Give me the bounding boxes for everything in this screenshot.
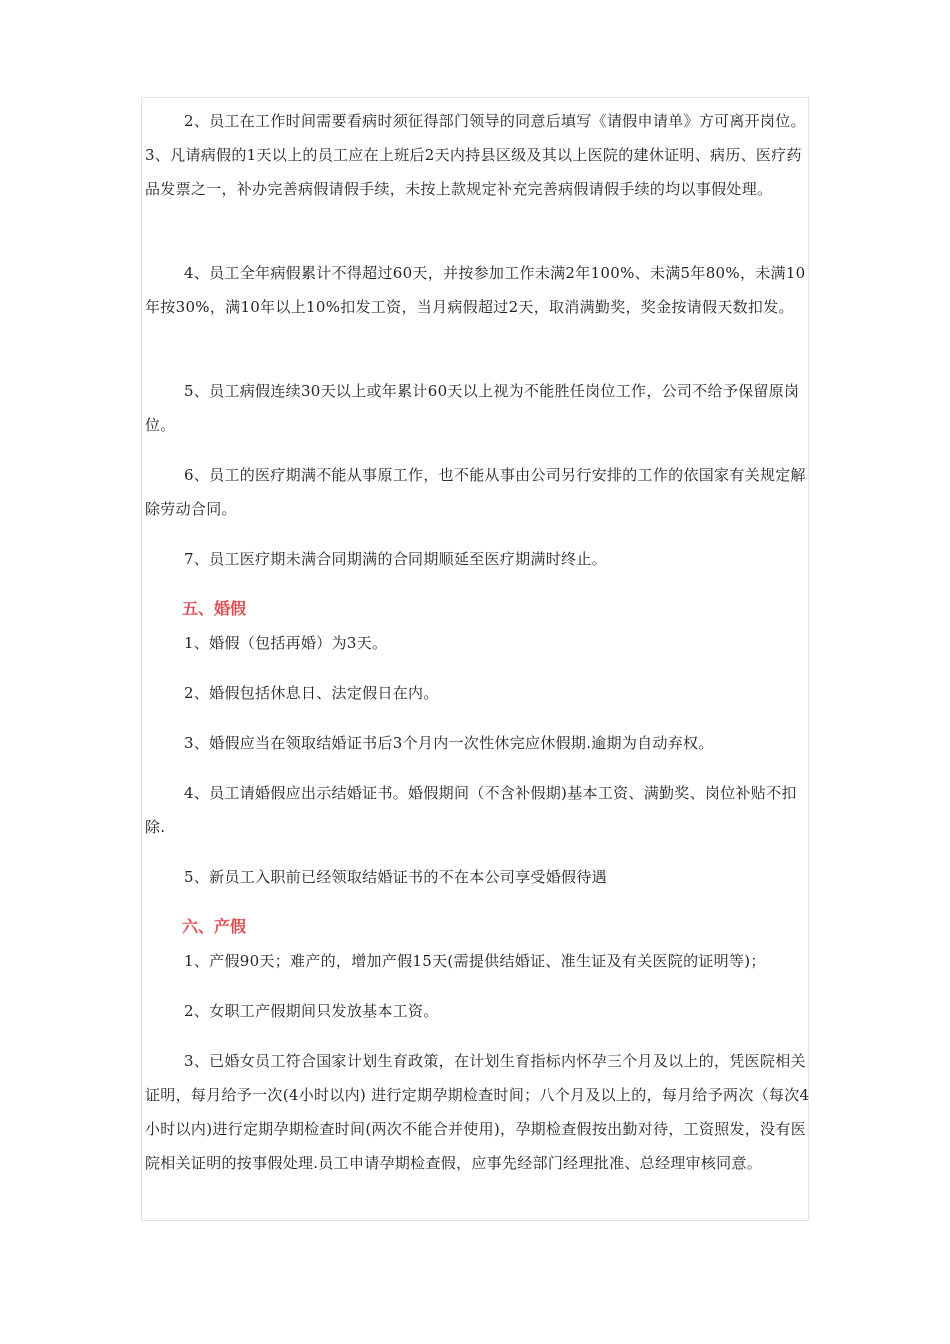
section-heading-maternity-leave: 六、产假	[182, 917, 247, 936]
paragraph-sick-leave-7: 7、员工医疗期未满合同期满的合同期顺延至医疗期满时终止。	[184, 550, 607, 568]
marriage-leave-item-3: 3、婚假应当在领取结婚证书后3个月内一次性休完应休假期.逾期为自动弃权。	[184, 734, 714, 752]
maternity-leave-item-2: 2、女职工产假期间只发放基本工资。	[184, 1002, 439, 1020]
maternity-leave-item-3: 3、已婚女员工符合国家计划生育政策，在计划生育指标内怀孕三个月及以上的，凭医院相关证明，每月给予一次(4小时以内) 进行定期孕期检查时间；八个月及以上的，每月给予两次（每次4小时以内)进行定期孕期检查时间(两次不能合并使用)，孕期检查假按出勤对待，工资照发，没有医院相关证明的按事假处理.员工申请孕期检查假，应事先经部门经理批准、总经理审核同意。	[145, 1052, 810, 1172]
marriage-leave-item-4: 4、员工请婚假应出示结婚证书。婚假期间（不含补假期)基本工资、满勤奖、岗位补贴不扣除.	[145, 784, 797, 836]
paragraph-sick-leave-6: 6、员工的医疗期满不能从事原工作，也不能从事由公司另行安排的工作的依国家有关规定解除劳动合同。	[145, 466, 806, 518]
paragraph-sick-leave-2-3: 2、员工在工作时间需要看病时须征得部门领导的同意后填写《请假申请单》方可离开岗位。3、凡请病假的1天以上的员工应在上班后2天内持县区级及其以上医院的建休证明、病历、医疗药品发票之一，补办完善病假请假手续，未按上款规定补充完善病假请假手续的均以事假处理。	[145, 112, 806, 198]
marriage-leave-item-1: 1、婚假（包括再婚）为3天。	[184, 634, 388, 652]
section-heading-marriage-leave: 五、婚假	[182, 599, 247, 618]
paragraph-sick-leave-5: 5、员工病假连续30天以上或年累计60天以上视为不能胜任岗位工作，公司不给予保留原岗位。	[145, 382, 800, 434]
marriage-leave-item-5: 5、新员工入职前已经领取结婚证书的不在本公司享受婚假待遇	[184, 868, 607, 886]
maternity-leave-item-1: 1、产假90天；难产的，增加产假15天(需提供结婚证、准生证及有关医院的证明等)；	[184, 952, 766, 970]
marriage-leave-item-2: 2、婚假包括休息日、法定假日在内。	[184, 684, 439, 702]
paragraph-sick-leave-4: 4、员工全年病假累计不得超过60天，并按参加工作未满2年100%、未满5年80%，未满10年按30%，满10年以上10%扣发工资，当月病假超过2天，取消满勤奖，奖金按请假天数扣发。	[145, 264, 806, 316]
